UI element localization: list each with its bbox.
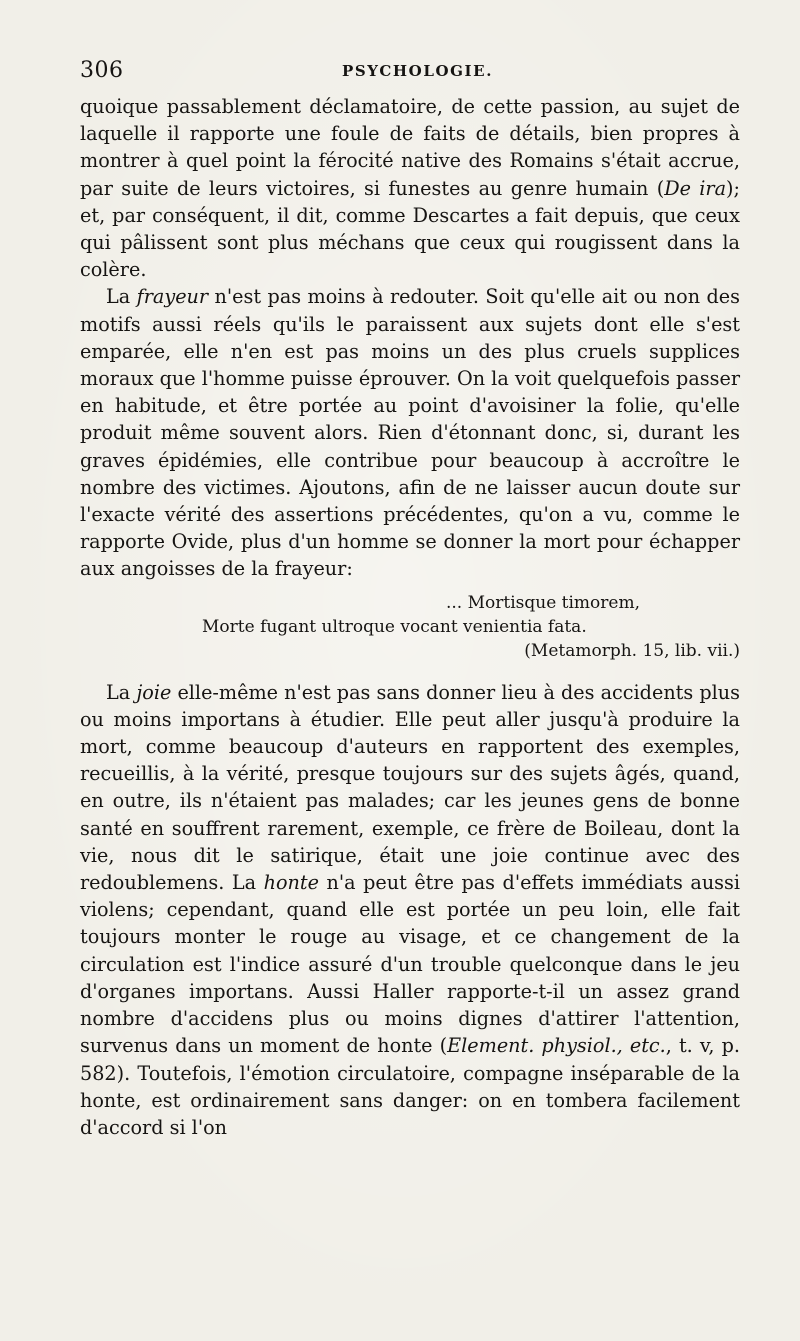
emphasis-term: honte: [263, 871, 319, 895]
paragraph-colere: [80, 93, 740, 283]
running-head: [80, 58, 740, 88]
quote-line: Morte fugant ultroque vocant venientia fata.: [202, 616, 587, 637]
spacer: [80, 669, 740, 679]
paragraph-text: La: [106, 680, 137, 704]
emphasis-term: joie: [136, 680, 172, 704]
paragraph-text: n'est pas moins à redouter. Soit qu'elle ait ou non des motifs aussi réels qu'ils le paraissent aux sujets dont elle s'est emparée, elle n'en est pas moins un des plus cruels supplices moraux que l'homme puisse éprouver. On la voit quelquefois passer en habitude, et être portée au point d'avoisiner la folie, qu'elle produit même souvent alors. Rien d'étonnant donc, si, durant les graves épidémies, elle contribue pour beaucoup à accroître le nombre des victimes. Ajoutons, afin de ne laisser aucun doute sur l'exacte vérité des assertions précédentes, qu'on a vu, comme le rapporte Ovide, plus d'un homme se donner la mort pour échapper aux angoisses de la frayeur:: [80, 285, 740, 581]
body-text: [80, 93, 740, 1141]
paragraph-text: La: [106, 285, 137, 309]
citation: Element. physiol., etc.: [447, 1034, 666, 1058]
paragraph-text: elle-même n'est pas sans donner lieu à des accidents plus ou moins importans à étudier. Elle peut aller jusqu'à produire la mort, comme beaucoup d'auteurs en rapportent des exemples, recueillis, à la vérité, presque toujours sur des sujets âgés, quand, en outre, ils n'étaient pas malades; car les jeunes gens de bonne santé en souffrent rarement, exemple, ce frère de Boileau, dont la vie, nous dit le satirique, était une joie continue avec des redoublemens. La: [80, 680, 740, 895]
paragraph-text: ); et, par conséquent, il dit, comme Descartes a fait depuis, que ceux qui pâlissent sont plus méchans que ceux qui rougissent dans la colère.: [80, 176, 740, 282]
emphasis-term: frayeur: [136, 285, 209, 309]
paragraph-frayeur: [80, 283, 740, 582]
citation: De ira: [664, 176, 727, 200]
quote-source: (Metamorph. 15, lib. vii.): [524, 640, 740, 661]
paragraph-joie: [80, 679, 740, 1141]
page-number: 306: [80, 58, 124, 83]
running-title: PSYCHOLOGIE.: [342, 62, 494, 80]
paragraph-text: n'a peut être pas d'effets immédiats aussi violens; cependant, quand elle est portée un peu loin, elle fait toujours monter le rouge au visage, et ce changement de la circulation est l'indice assuré d'un trouble quelconque dans le jeu d'organes importans. Aussi Haller rapporte-t-il un assez grand nombre d'accidens plus ou moins dignes d'attirer l'attention, survenus dans un moment de honte (: [80, 871, 741, 1058]
paragraph-text: , t. v, p. 582). Toutefois, l'émotion circulatoire, compagne inséparable de la honte, est ordinairement sans danger: on en tombera facilement d'accord si l'on: [80, 1034, 740, 1139]
paragraph-text: quoique passablement déclamatoire, de cette passion, au sujet de laquelle il rapporte une foule de faits de détails, bien propres à montrer à quel point la férocité native des Romains s'était accrue, par suite de leurs victoires, si funestes au genre humain (: [80, 95, 740, 200]
quote-line: ... Mortisque timorem,: [445, 592, 640, 613]
latin-quotation: [80, 591, 740, 663]
